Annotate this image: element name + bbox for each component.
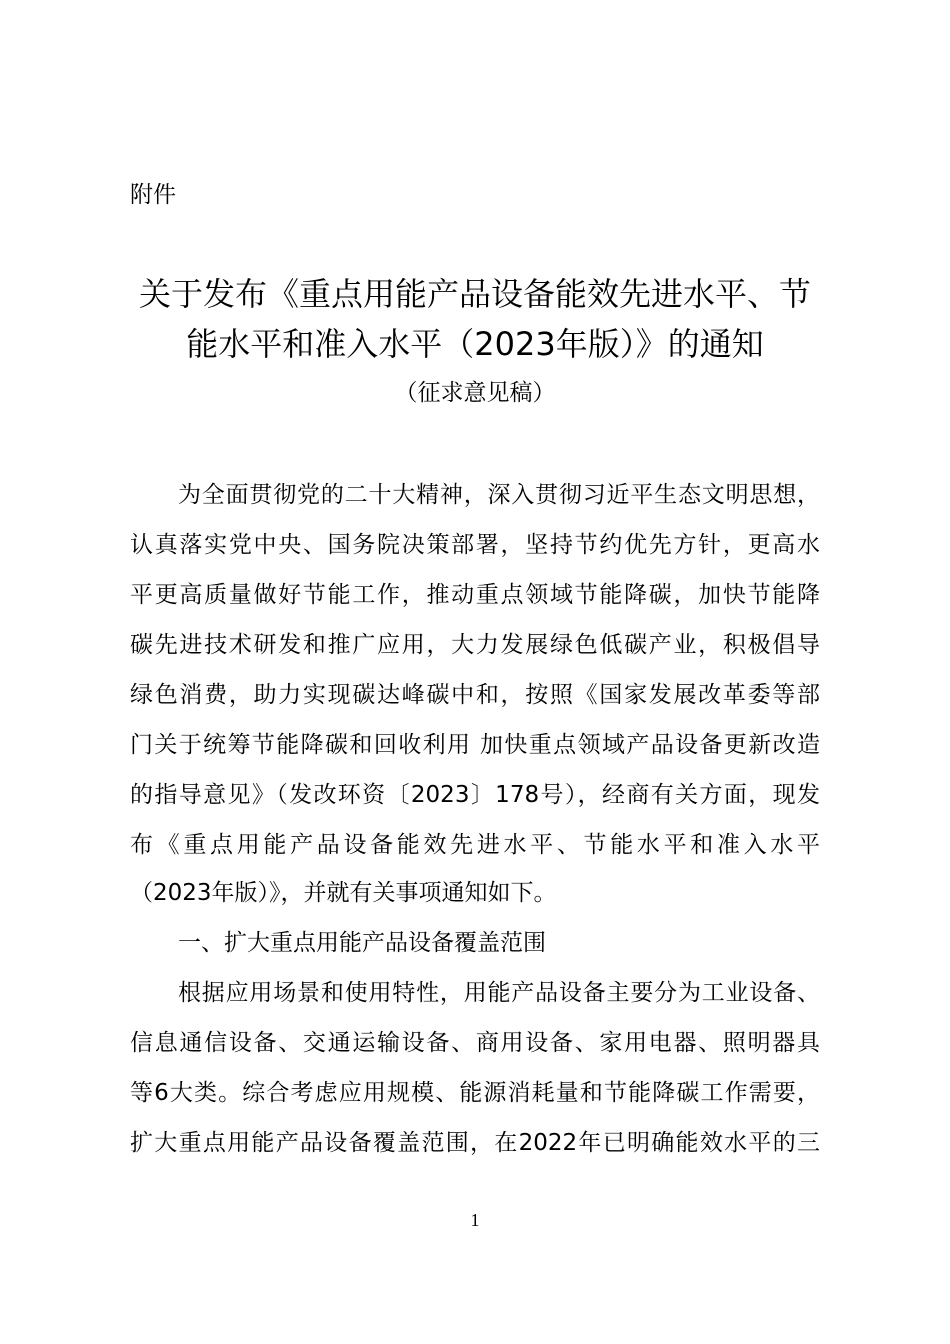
paragraph-2-line: 信息通信设备、交通运输设备、商用设备、家用电器、照明器具	[130, 1030, 820, 1056]
paragraph-1-line: （2023年版）》，并就有关事项通知如下。	[130, 880, 557, 906]
paragraph-1-line: 绿色消费，助力实现碳达峰碳中和，按照《国家发展改革委等部	[130, 682, 820, 708]
paragraph-2-line: 根据应用场景和使用特性，用能产品设备主要分为工业设备、	[178, 980, 820, 1006]
paragraph-1-line: 布《重点用能产品设备能效先进水平、节能水平和准入水平	[130, 832, 820, 858]
document-title-line-1: 关于发布《重点用能产品设备能效先进水平、节	[138, 275, 811, 313]
section-1-heading: 一、扩大重点用能产品设备覆盖范围	[178, 930, 546, 956]
paragraph-2-line: 扩大重点用能产品设备覆盖范围，在2022年已明确能效水平的三	[130, 1130, 820, 1156]
document-title-line-2: 能水平和准入水平（2023年版）》的通知	[186, 325, 764, 363]
paragraph-1-line: 平更高质量做好节能工作，推动重点领域节能降碳，加快节能降	[130, 582, 820, 608]
attachment-label: 附件	[130, 182, 176, 208]
page-number: 1	[470, 1210, 480, 1230]
paragraph-2-line: 等6大类。综合考虑应用规模、能源消耗量和节能降碳工作需要，	[130, 1080, 820, 1106]
paragraph-1-line: 门关于统筹节能降碳和回收利用 加快重点领域产品设备更新改造	[130, 732, 820, 758]
paragraph-1-line: 认真落实党中央、国务院决策部署，坚持节约优先方针，更高水	[130, 532, 820, 558]
paragraph-1-line: 碳先进技术研发和推广应用，大力发展绿色低碳产业，积极倡导	[130, 632, 820, 658]
paragraph-1-line: 的指导意见》（发改环资〔2023〕178号），经商有关方面，现发	[130, 782, 820, 808]
document-subtitle: （征求意见稿）	[394, 380, 556, 406]
paragraph-1-line: 为全面贯彻党的二十大精神，深入贯彻习近平生态文明思想，	[178, 482, 820, 508]
